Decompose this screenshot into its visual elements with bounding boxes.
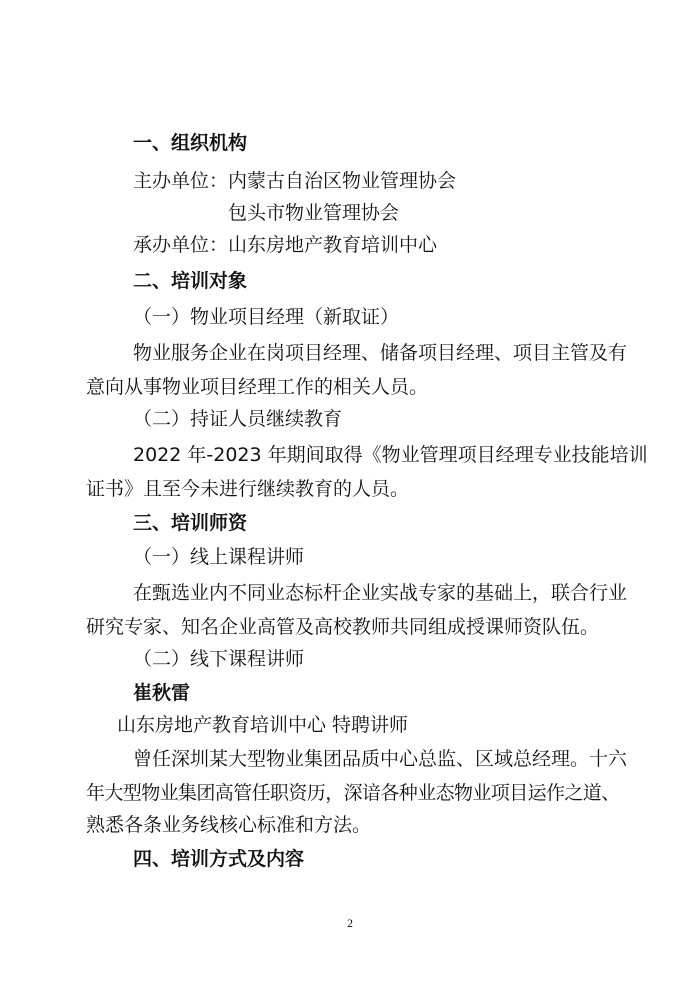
trainee-paragraph-1-line-1: 物业服务企业在岗项目经理、储备项目经理、项目主管及有 <box>133 342 628 364</box>
subheading-offline-lecturers: （二）线下课程讲师 <box>133 648 305 670</box>
section-heading-organization: 一、组织机构 <box>133 132 248 154</box>
subheading-online-lecturers: （一）线上课程讲师 <box>133 546 305 568</box>
trainee-paragraph-2-line-2: 证书》且至今未进行继续教育的人员。 <box>86 478 410 500</box>
faculty-paragraph-line-1: 在甄选业内不同业态标杆企业实战专家的基础上，联合行业 <box>133 582 628 604</box>
trainee-paragraph-2-line-1: 2022 年-2023 年期间取得《物业管理项目经理专业技能培训 <box>133 444 648 466</box>
lecturer-title: 山东房地产教育培训中心 特聘讲师 <box>117 714 409 736</box>
page-number: 2 <box>347 916 353 930</box>
section-heading-trainees: 二、培训对象 <box>133 270 248 292</box>
subheading-new-certificate: （一）物业项目经理（新取证） <box>133 306 400 328</box>
section-heading-faculty: 三、培训师资 <box>133 512 248 534</box>
lecturer-name: 崔秋雷 <box>133 682 191 704</box>
trainee-paragraph-1-line-2: 意向从事物业项目经理工作的相关人员。 <box>86 376 429 398</box>
host-unit-line: 主办单位：内蒙古自治区物业管理协会 <box>133 170 457 192</box>
faculty-paragraph-line-2: 研究专家、知名企业高管及高校教师共同组成授课师资队伍。 <box>86 616 600 638</box>
lecturer-bio-line-3: 熟悉各条业务线核心标准和方法。 <box>86 814 372 836</box>
lecturer-bio-line-2: 年大型物业集团高管任职资历，深谙各种业态物业项目运作之道、 <box>86 782 620 804</box>
lecturer-bio-line-1: 曾任深圳某大型物业集团品质中心总监、区域总经理。十六 <box>133 748 628 770</box>
host-unit-second: 包头市物业管理协会 <box>228 202 400 224</box>
section-heading-training-method: 四、培训方式及内容 <box>133 848 305 870</box>
subheading-continuing-education: （二）持证人员继续教育 <box>133 408 343 430</box>
organizer-unit-line: 承办单位：山东房地产教育培训中心 <box>133 234 438 256</box>
